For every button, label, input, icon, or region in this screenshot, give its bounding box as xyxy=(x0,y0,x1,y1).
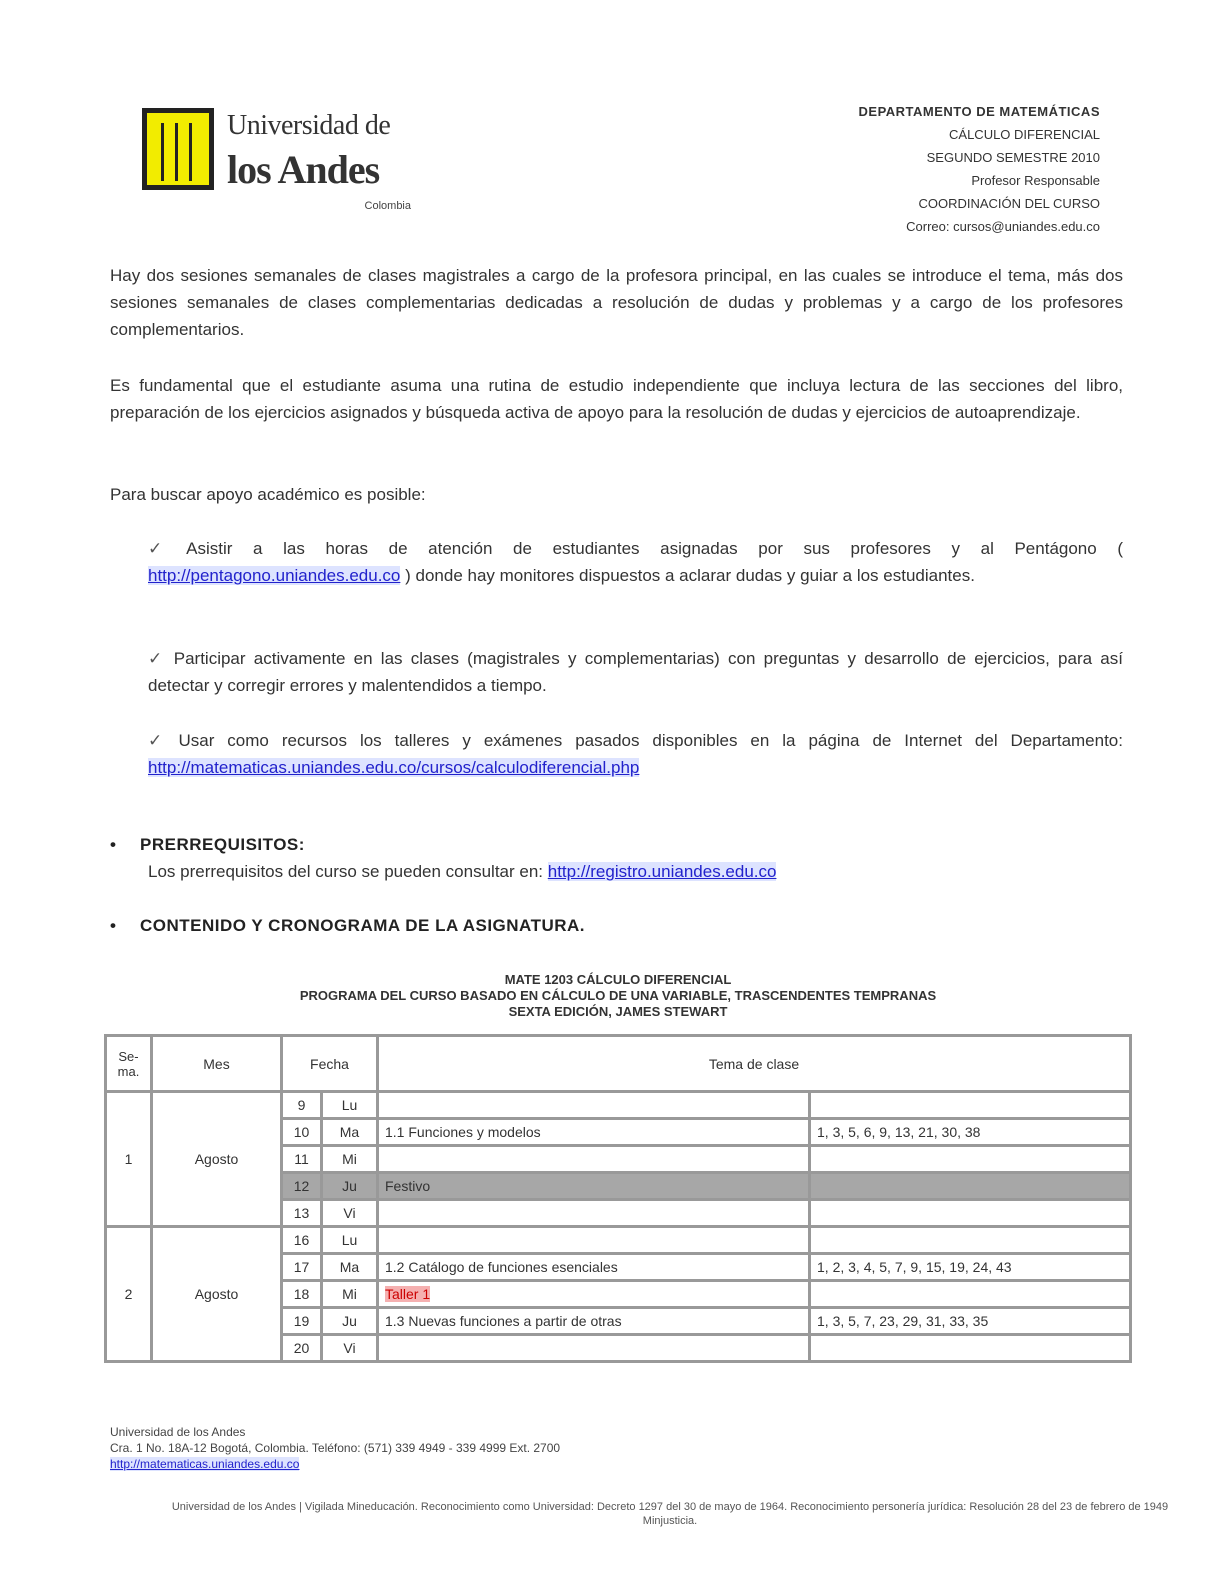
header-info xyxy=(859,100,1100,238)
topic-cell: 1.1 Funciones y modelos xyxy=(378,1119,810,1146)
registro-link[interactable]: http://registro.uniandes.edu.co xyxy=(547,862,777,881)
logo-line-2: los Andes xyxy=(227,147,380,192)
day-number-cell: 18 xyxy=(282,1281,322,1308)
bullet-text: Usar como recursos los talleres y exámenes pasados disponibles en la página de Internet del Departamento: xyxy=(178,731,1123,750)
weekday-cell: Lu xyxy=(322,1227,378,1254)
day-number-cell: 13 xyxy=(282,1200,322,1227)
topic-cell xyxy=(378,1335,810,1362)
bullet-office-hours xyxy=(148,535,1123,589)
logo-line-3: Colombia xyxy=(364,200,411,212)
footer-legal: Universidad de los Andes | Vigilada Mineducación. Reconocimiento como Universidad: Decreto 1297 del 30 de mayo de 1964. Reconocimiento personería jurídica: Resolución 28 del 23 de febrero de 1949 Minjusticia. xyxy=(171,1501,1169,1527)
table-row xyxy=(106,1227,1131,1254)
footer-link[interactable]: http://matematicas.uniandes.edu.co xyxy=(110,1457,300,1471)
prerequisites-text: Los prerrequisitos del curso se pueden consultar en: http://registro.uniandes.edu.co xyxy=(148,862,777,881)
header-topic: Tema de clase xyxy=(378,1036,1131,1092)
paragraph-study: Es fundamental que el estudiante asuma una rutina de estudio independiente que incluya lectura de las secciones del libro, preparación de los ejercicios asignados y búsqueda activa de apoyo para la resolución de dudas y ejercicios de autoaprendizaje. xyxy=(110,376,1123,422)
bullet-text: Asistir a las horas de atención de estudiantes asignadas por sus profesores y al Pentágono ( xyxy=(186,539,1123,558)
topic-cell xyxy=(378,1200,810,1227)
topic-cell xyxy=(378,1227,810,1254)
topic-cell xyxy=(378,1281,810,1308)
weekday-cell: Ju xyxy=(322,1308,378,1335)
section-title: PRERREQUISITOS: xyxy=(140,835,305,854)
header-line: Profesor Responsable xyxy=(971,173,1100,188)
check-icon: ✓ xyxy=(148,649,166,668)
table-row xyxy=(106,1092,1131,1119)
topic-cell xyxy=(378,1092,810,1119)
day-number-cell: 20 xyxy=(282,1335,322,1362)
exercises-cell xyxy=(810,1335,1131,1362)
weekday-cell: Vi xyxy=(322,1335,378,1362)
bullet-text: ) donde hay monitores dispuestos a aclarar dudas y guiar a los estudiantes. xyxy=(405,566,975,585)
week-cell: 2 xyxy=(106,1227,152,1362)
paragraph-support: Para buscar apoyo académico es posible: xyxy=(110,485,426,504)
day-number-cell: 11 xyxy=(282,1146,322,1173)
header-line: Correo: cursos@uniandes.edu.co xyxy=(906,219,1100,234)
month-cell: Agosto xyxy=(152,1227,282,1362)
department-name: DEPARTAMENTO DE MATEMÁTICAS xyxy=(858,104,1100,119)
exercises-cell xyxy=(810,1227,1131,1254)
weekday-cell: Mi xyxy=(322,1146,378,1173)
exercises-cell: 1, 3, 5, 7, 23, 29, 31, 33, 35 xyxy=(810,1308,1131,1335)
day-number-cell: 10 xyxy=(282,1119,322,1146)
topic-cell xyxy=(378,1146,810,1173)
header-line: SEGUNDO SEMESTRE 2010 xyxy=(926,150,1100,165)
weekday-cell: Mi xyxy=(322,1281,378,1308)
exercises-cell: 1, 2, 3, 4, 5, 7, 9, 15, 19, 24, 43 xyxy=(810,1254,1131,1281)
weekday-cell: Ma xyxy=(322,1254,378,1281)
exercises-cell xyxy=(810,1200,1131,1227)
exercises-cell xyxy=(810,1146,1131,1173)
check-icon: ✓ xyxy=(148,539,179,558)
paragraph-sessions: Hay dos sesiones semanales de clases magistrales a cargo de la profesora principal, en las cuales se introduce el tema, más dos sesiones semanales de clases complementarias dedicadas a resolución de dudas y problemas y a cargo de los profesores complementarios. xyxy=(110,266,1123,339)
weekday-cell: Lu xyxy=(322,1092,378,1119)
topic-cell: 1.3 Nuevas funciones a partir de otras xyxy=(378,1308,810,1335)
pentagono-link[interactable]: http://pentagono.uniandes.edu.co xyxy=(148,566,401,585)
weekday-cell: Vi xyxy=(322,1200,378,1227)
exercises-cell xyxy=(810,1092,1131,1119)
topic-cell: 1.2 Catálogo de funciones esenciales xyxy=(378,1254,810,1281)
week-cell: 1 xyxy=(106,1092,152,1227)
department-resources-link[interactable]: http://matematicas.uniandes.edu.co/cursos/calculodiferencial.php xyxy=(148,758,640,777)
university-logo xyxy=(142,108,417,218)
weekday-cell: Ma xyxy=(322,1119,378,1146)
day-number-cell: 17 xyxy=(282,1254,322,1281)
section-title: CONTENIDO Y CRONOGRAMA DE LA ASIGNATURA. xyxy=(140,916,586,935)
header-month: Mes xyxy=(152,1036,282,1092)
schedule-table xyxy=(104,1034,1132,1363)
bullet-participate xyxy=(148,645,1123,699)
topic-cell: Festivo xyxy=(378,1173,810,1200)
table-caption: MATE 1203 CÁLCULO DIFERENCIAL PROGRAMA DEL CURSO BASADO EN CÁLCULO DE UNA VARIABLE, TRASCENDENTES TEMPRANAS SEXTA EDICIÓN, JAMES STEWART xyxy=(299,972,937,1019)
quiz-label: Taller 1 xyxy=(385,1286,431,1302)
section-content: • CONTENIDO Y CRONOGRAMA DE LA ASIGNATURA. xyxy=(110,916,586,935)
section-prerequisites: • PRERREQUISITOS: xyxy=(110,835,305,854)
table-header-row xyxy=(106,1036,1131,1092)
header-date: Fecha xyxy=(282,1036,378,1092)
footer-contact: Universidad de los Andes Cra. 1 No. 18A-12 Bogotá, Colombia. Teléfono: (571) 339 4949 - 339 4999 Ext. 2700 http://matematicas.uniandes.edu.co xyxy=(110,1425,561,1471)
header-line: COORDINACIÓN DEL CURSO xyxy=(918,196,1100,211)
bullet-resources xyxy=(148,727,1123,781)
day-number-cell: 12 xyxy=(282,1173,322,1200)
exercises-cell: 1, 3, 5, 6, 9, 13, 21, 30, 38 xyxy=(810,1119,1131,1146)
month-cell: Agosto xyxy=(152,1092,282,1227)
weekday-cell: Ju xyxy=(322,1173,378,1200)
header-line: CÁLCULO DIFERENCIAL xyxy=(949,127,1100,142)
day-number-cell: 9 xyxy=(282,1092,322,1119)
check-icon: ✓ xyxy=(148,731,171,750)
header-week: Se- ma. xyxy=(106,1036,152,1092)
bullet-text: Participar activamente en las clases (magistrales y complementarias) con preguntas y desarrollo de ejercicios, para así detectar y corregir errores y malentendidos a tiempo. xyxy=(148,649,1123,695)
day-number-cell: 16 xyxy=(282,1227,322,1254)
logo-emblem xyxy=(142,108,214,190)
exercises-cell xyxy=(810,1281,1131,1308)
day-number-cell: 19 xyxy=(282,1308,322,1335)
logo-line-1: Universidad de xyxy=(227,110,391,141)
exercises-cell xyxy=(810,1173,1131,1200)
